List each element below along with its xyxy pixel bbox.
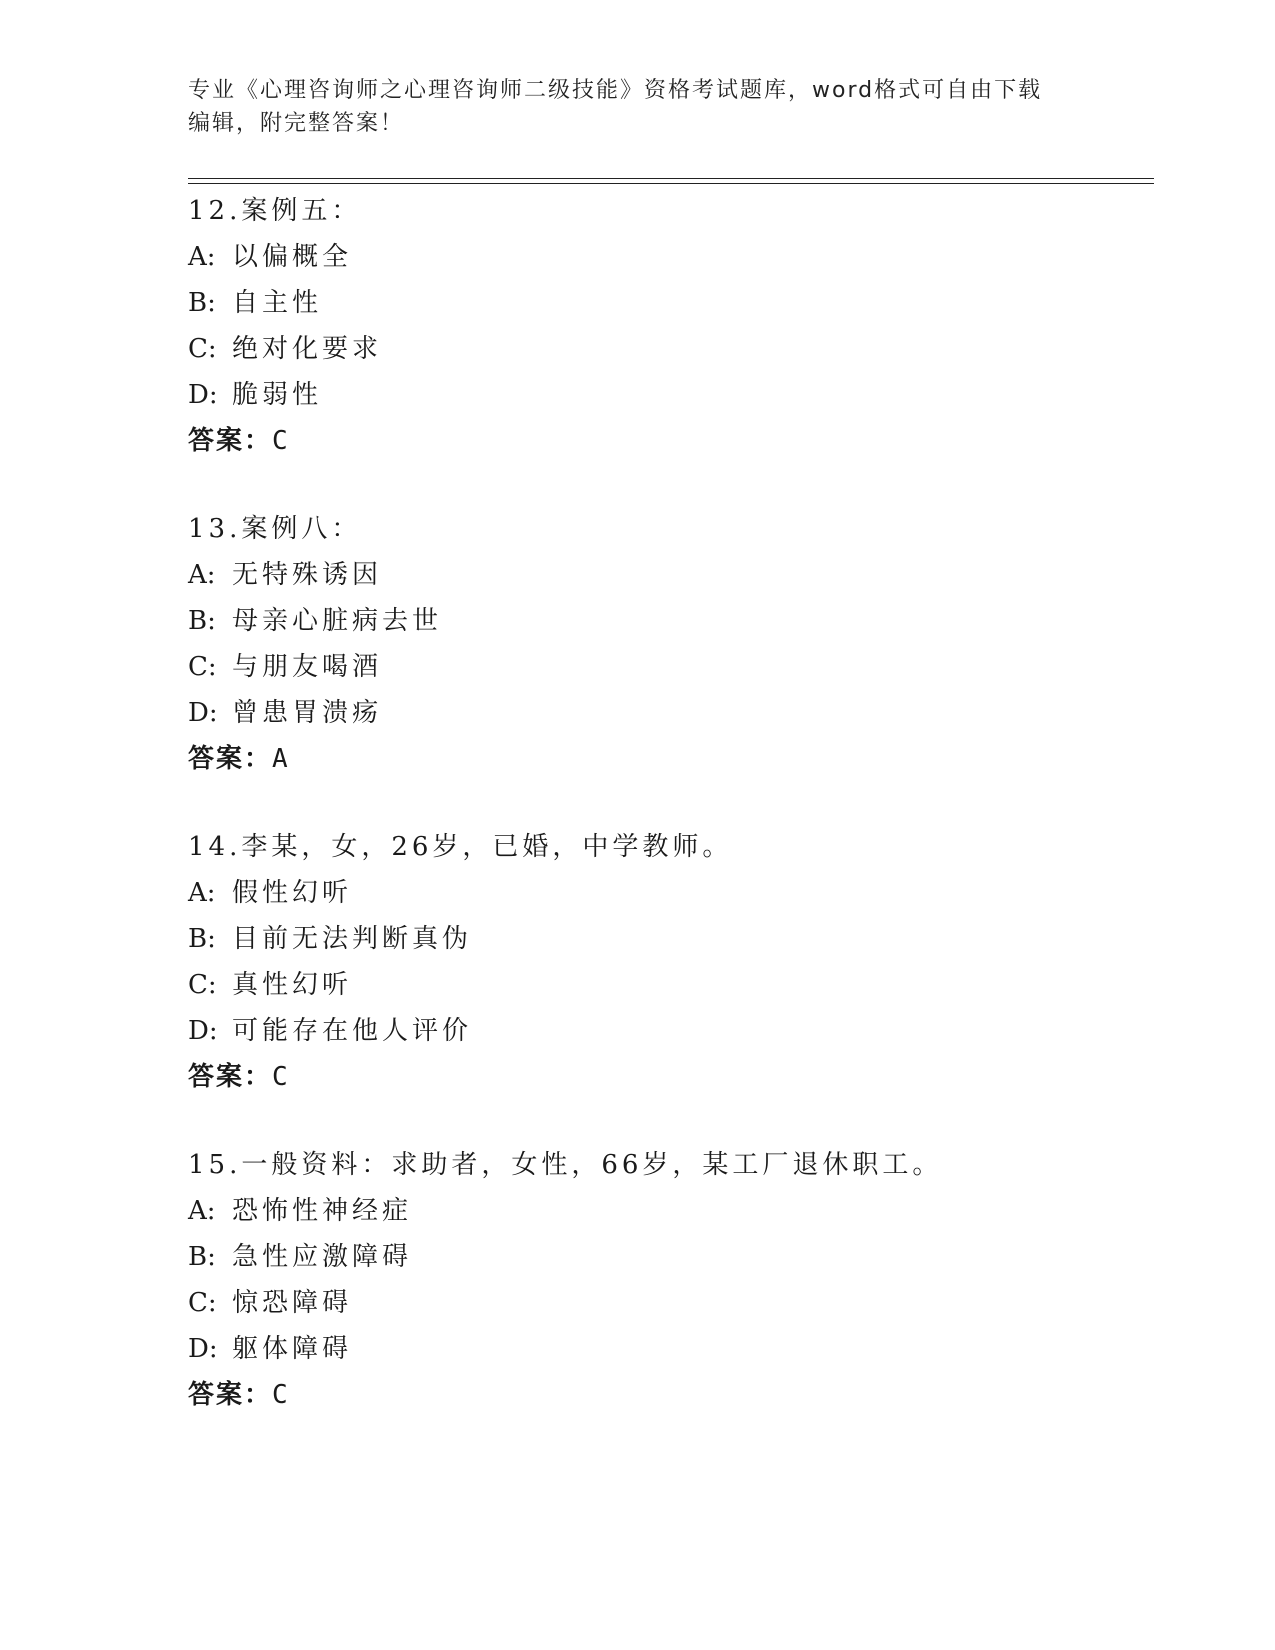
question-stem: 12.案例五： (188, 196, 362, 226)
answer-value: C (272, 1380, 290, 1410)
header-divider-top (188, 178, 1154, 179)
question-stem: 15.一般资料：求助者，女性，66岁，某工厂退休职工。 (188, 1150, 943, 1180)
option-letter: B: (188, 1242, 216, 1272)
answer-label: 答案： (188, 744, 273, 774)
option-letter: D: (188, 1334, 218, 1364)
answer-label: 答案： (188, 426, 273, 456)
header-line-1: 专业《心理咨询师之心理咨询师二级技能》资格考试题库，word格式可自由下载 (188, 78, 1043, 103)
option-text: 脆弱性 (232, 380, 323, 410)
option-a (188, 870, 1148, 916)
header-line-2: 编辑，附完整答案！ (188, 111, 405, 136)
option-letter: D: (188, 1016, 218, 1046)
answer-line (188, 418, 1148, 464)
answer-value: C (272, 1062, 290, 1092)
option-text: 绝对化要求 (232, 334, 383, 364)
answer-label: 答案： (188, 1062, 273, 1092)
option-letter: A: (188, 878, 216, 908)
option-c (188, 962, 1148, 1008)
answer-value: C (272, 426, 290, 456)
answer-line (188, 736, 1148, 782)
option-text: 目前无法判断真伪 (232, 924, 473, 954)
option-c (188, 644, 1148, 690)
option-b (188, 916, 1148, 962)
option-c (188, 1280, 1148, 1326)
answer-value: A (272, 744, 290, 774)
option-text: 以偏概全 (232, 242, 353, 272)
question-stem: 14.李某，女，26岁，已婚，中学教师。 (188, 832, 733, 862)
answer-line (188, 1372, 1148, 1418)
option-letter: B: (188, 924, 216, 954)
option-text: 急性应激障碍 (232, 1242, 413, 1272)
question-14 (188, 824, 1148, 1100)
option-letter: A: (188, 560, 216, 590)
option-text: 曾患胃溃疡 (232, 698, 383, 728)
option-letter: C: (188, 334, 217, 364)
document-header (188, 74, 1088, 140)
question-12 (188, 188, 1148, 464)
option-text: 无特殊诱因 (232, 560, 383, 590)
option-text: 真性幻听 (232, 970, 353, 1000)
option-c (188, 326, 1148, 372)
option-text: 自主性 (232, 288, 323, 318)
option-a (188, 552, 1148, 598)
option-text: 假性幻听 (232, 878, 353, 908)
option-text: 恐怖性神经症 (232, 1196, 413, 1226)
option-letter: C: (188, 970, 217, 1000)
option-d (188, 1008, 1148, 1054)
option-letter: A: (188, 242, 216, 272)
option-b (188, 598, 1148, 644)
question-list (188, 188, 1148, 1418)
option-text: 可能存在他人评价 (232, 1016, 473, 1046)
option-letter: D: (188, 380, 218, 410)
option-a (188, 1188, 1148, 1234)
option-b (188, 280, 1148, 326)
answer-label: 答案： (188, 1380, 273, 1410)
option-a (188, 234, 1148, 280)
header-divider-bottom (188, 183, 1154, 184)
option-letter: C: (188, 1288, 217, 1318)
option-letter: D: (188, 698, 218, 728)
option-text: 惊恐障碍 (232, 1288, 353, 1318)
option-letter: B: (188, 288, 216, 318)
option-b (188, 1234, 1148, 1280)
question-15 (188, 1142, 1148, 1418)
question-stem: 13.案例八： (188, 514, 362, 544)
option-text: 母亲心脏病去世 (232, 606, 443, 636)
option-d (188, 690, 1148, 736)
option-letter: C: (188, 652, 217, 682)
option-d (188, 372, 1148, 418)
option-d (188, 1326, 1148, 1372)
answer-line (188, 1054, 1148, 1100)
option-text: 躯体障碍 (232, 1334, 353, 1364)
option-letter: B: (188, 606, 216, 636)
option-letter: A: (188, 1196, 216, 1226)
question-13 (188, 506, 1148, 782)
option-text: 与朋友喝酒 (232, 652, 383, 682)
